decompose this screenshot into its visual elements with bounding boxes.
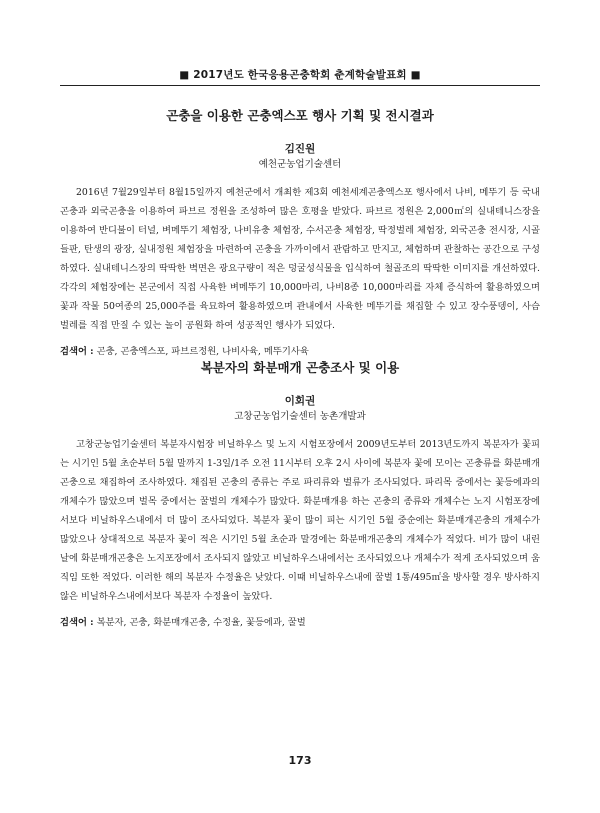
page-number: 173 [288,754,312,767]
keywords-label: 검색어 : [60,617,94,629]
conference-header: ■ 2017년도 한국응용곤충학회 춘계학술발표회 ■ [179,69,421,81]
abstract-body: 고창군농업기술센터 복분자시험장 비닐하우스 및 노지 시험포장에서 2009년도부터 2013년도까지 복분자가 꽃피는 시기인 5월 초순부터 5월 말까지 1-3일/1주 오전 11시부터 오후 2시 사이에 복분자 꽃에 모이는 곤충류를 화분매개곤충으로 채집하여 조사하였다. 채집된 곤충의 종류는 주로 파리류와 벌류가 조사되었다. 파리목 중에서는 꽃등에과의 개체수가 많았으며 벌목 중에서는 꿀벌의 개체수가 많았다. 화분매개용 하는 곤충의 종류와 개체수는 노지 시험포장에서보다 비닐하우스내에서 더 많이 조사되었다. 복분자 꽃이 많이 피는 시기인 5월 중순에는 화분매개곤충의 개체수가 많았으나 상대적으로 복분자 꽃이 적은 시기인 5월 초순과 말경에는 화분매개곤충의 개체수가 적었다. 비가 많이 내린 날에 화분매개곤충은 노지포장에서 조사되지 않았고 비닐하우스내에서는 조사되었으나 개체수가 적게 조사되었으며 움직임 또한 적었다. 이러한 해의 복분자 수정율은 낮았다. 이때 비닐하우스내에 꿀벌 1통/495㎡을 방사할 경우 방사하지 않은 비닐하우스내에서보다 복분자 수정율이 높았다. [60,439,540,602]
author-name: 이회권 [284,395,316,407]
keywords-line [60,344,540,359]
keywords-line [60,615,540,630]
author-name: 김진원 [284,143,316,155]
header-divider [60,85,540,86]
abstract-body: 2016년 7월29일부터 8월15일까지 예천군에서 개최한 제3회 예천세계곤충엑스포 행사에서 나비, 메뚜기 등 국내 곤충과 외국곤충을 이용하여 파브르 정원을 조성하여 많은 호평을 받았다. 파브르 정원은 2,000㎡의 실내테니스장을 이용하여 반디불이 터널, 벼메뚜기 체험장, 나비유충 체험장, 수서곤충 체험장, 딱정벌레 체험장, 외국곤충 전시장, 시골들판, 탄생의 광장, 실내정원 체험장을 마련하여 곤충을 가까이에서 관람하고 만지고, 체험하며 관찰하는 공간으로 구성하였다. 실내테니스장의 딱딱한 벽면은 광요구량이 적은 덩굴성식물을 입식하여 철골조의 딱딱한 이미지를 개선하였다. 각각의 체험장에는 본군에서 직접 사육한 벼메뚜기 10,000마리, 나비8종 10,000마리를 자체 증식하여 활용하였으며 꽃과 작물 50여종의 25,000주를 육묘하여 활용하였으며 관내에서 사육한 메뚜기를 채집할 수 있고 장수풍뎅이, 사슴벌레를 직접 만질 수 있는 놀이 공원화 하여 성공적인 행사가 되었다. [60,187,540,331]
author-affiliation: 예천군농업기술센터 [258,159,342,170]
keywords-label: 검색어 : [60,346,94,358]
keywords-list: 곤충, 곤충엑스포, 파브르정원, 나비사육, 메뚜기사육 [96,346,309,358]
abstract-title: 복분자의 화분매개 곤충조사 및 이용 [200,360,400,375]
abstract-title: 곤충을 이용한 곤충엑스포 행사 기획 및 전시결과 [166,108,434,123]
author-affiliation: 고창군농업기술센터 농촌개발과 [234,411,366,422]
abstract-1 [60,108,540,359]
abstract-2 [60,360,540,630]
keywords-list: 복분자, 곤충, 화분매개곤충, 수정율, 꽃등에과, 꿀벌 [96,617,306,629]
